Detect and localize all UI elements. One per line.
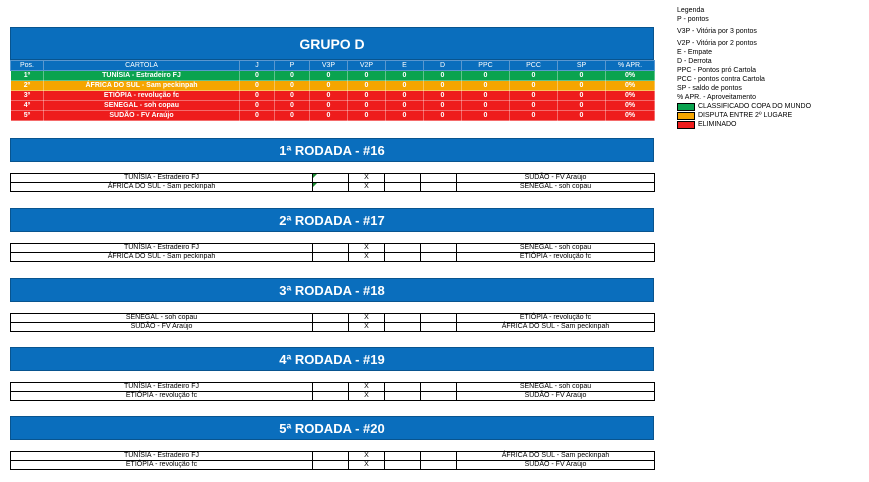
col-p: P <box>275 61 310 71</box>
match-away-team: ETIÓPIA - revolução fc <box>457 314 655 323</box>
standings-cell: 0 <box>348 81 386 91</box>
legend-swatch-label: DISPUTA ENTRE 2º LUGARE <box>698 112 793 119</box>
match-separator: X <box>349 392 385 401</box>
standings-cell: 0 <box>510 101 558 111</box>
standings-cell: 0 <box>510 81 558 91</box>
match-empty-cell <box>421 461 457 470</box>
col-ppc: PPC <box>462 61 510 71</box>
standings-cell: 0 <box>424 101 462 111</box>
match-home-team: TUNÍSIA - Estradeiro FJ <box>11 383 313 392</box>
match-separator: X <box>349 452 385 461</box>
standings-cell: 0 <box>424 71 462 81</box>
away-score-cell[interactable] <box>385 461 421 470</box>
match-away-team: ÁFRICA DO SUL - Sam peckinpah <box>457 323 655 332</box>
standings-cell: TUNÍSIA - Estradeiro FJ <box>44 71 240 81</box>
away-score-cell[interactable] <box>385 314 421 323</box>
standings-cell: 0 <box>310 111 348 121</box>
standings-cell: 0 <box>510 91 558 101</box>
col-apr: % APR. <box>606 61 655 71</box>
standings-cell: 0 <box>310 91 348 101</box>
standings-cell: 0 <box>386 81 424 91</box>
standings-row <box>11 71 655 81</box>
match-home-team: ETIÓPIA - revolução fc <box>11 461 313 470</box>
standings-cell: 0 <box>240 91 275 101</box>
col-sp: SP <box>558 61 606 71</box>
legend-line: P - pontos <box>677 16 709 23</box>
standings-cell: ÁFRICA DO SUL - Sam peckinpah <box>44 81 240 91</box>
standings-cell: 0% <box>606 91 655 101</box>
round-banner: 2ª RODADA - #17 <box>10 208 654 232</box>
standings-cell: 0 <box>348 91 386 101</box>
standings-cell: ETIÓPIA - revolução fc <box>44 91 240 101</box>
match-home-team: SUDÃO - FV Araújo <box>11 323 313 332</box>
match-home-team: TUNÍSIA - Estradeiro FJ <box>11 452 313 461</box>
standings-cell: 5º <box>11 111 44 121</box>
standings-cell: 0 <box>275 101 310 111</box>
round-banner: 5ª RODADA - #20 <box>10 416 654 440</box>
match-separator: X <box>349 323 385 332</box>
standings-cell: 0 <box>240 111 275 121</box>
match-empty-cell <box>421 323 457 332</box>
legend <box>677 6 862 129</box>
legend-line: V3P - Vitória por 3 pontos <box>677 28 757 35</box>
standings-cell: 0 <box>386 91 424 101</box>
home-score-cell[interactable] <box>313 461 349 470</box>
match-empty-cell <box>421 452 457 461</box>
standings-cell: 0 <box>424 111 462 121</box>
match-empty-cell <box>421 253 457 262</box>
match-row <box>11 452 655 461</box>
standings-cell: 0 <box>558 91 606 101</box>
match-row <box>11 323 655 332</box>
away-score-cell[interactable] <box>385 174 421 183</box>
standings-cell: 0 <box>462 111 510 121</box>
away-score-cell[interactable] <box>385 392 421 401</box>
standings-cell: 0 <box>462 81 510 91</box>
standings-cell: 0 <box>386 111 424 121</box>
standings-cell: 0% <box>606 71 655 81</box>
match-home-team: ETIÓPIA - revolução fc <box>11 392 313 401</box>
match-home-team: TUNÍSIA - Estradeiro FJ <box>11 244 313 253</box>
match-separator: X <box>349 461 385 470</box>
legend-swatch-label: CLASSIFICADO COPA DO MUNDO <box>698 103 812 110</box>
col-e: E <box>386 61 424 71</box>
standings-cell: 0 <box>275 81 310 91</box>
away-score-cell[interactable] <box>385 253 421 262</box>
legend-swatch-row <box>677 120 862 129</box>
standings-cell: 0 <box>510 71 558 81</box>
match-empty-cell <box>421 314 457 323</box>
match-away-team: ÁFRICA DO SUL - Sam peckinpah <box>457 452 655 461</box>
standings-cell: SENEGAL - soh copau <box>44 101 240 111</box>
legend-swatch-row <box>677 102 862 111</box>
match-empty-cell <box>421 244 457 253</box>
standings-cell: 0% <box>606 111 655 121</box>
match-empty-cell <box>421 183 457 192</box>
legend-title: Legenda <box>677 7 705 14</box>
match-separator: X <box>349 253 385 262</box>
match-home-team: SENEGAL - soh copau <box>11 314 313 323</box>
match-row <box>11 383 655 392</box>
standings-row <box>11 101 655 111</box>
standings-cell: 0% <box>606 101 655 111</box>
legend-swatch <box>677 112 695 120</box>
col-v2p: V2P <box>348 61 386 71</box>
standings-cell: 0 <box>558 101 606 111</box>
standings-table <box>10 60 655 121</box>
standings-cell: 0 <box>462 101 510 111</box>
home-score-cell[interactable] <box>313 174 349 183</box>
standings-cell: 0 <box>462 71 510 81</box>
home-score-cell[interactable] <box>313 323 349 332</box>
legend-swatch <box>677 103 695 111</box>
round-banner: 3ª RODADA - #18 <box>10 278 654 302</box>
standings-cell: 0 <box>275 111 310 121</box>
match-away-team: SENEGAL - soh copau <box>457 183 655 192</box>
match-separator: X <box>349 183 385 192</box>
standings-cell: 1º <box>11 71 44 81</box>
col-pos: Pos. <box>11 61 44 71</box>
standings-cell: 0% <box>606 81 655 91</box>
standings-cell: 2º <box>11 81 44 91</box>
legend-line: PPC - Pontos pró Cartola <box>677 67 756 74</box>
standings-cell: 0 <box>386 101 424 111</box>
legend-line: D - Derrota <box>677 58 712 65</box>
standings-cell: SUDÃO - FV Araújo <box>44 111 240 121</box>
match-away-team: SENEGAL - soh copau <box>457 383 655 392</box>
standings-cell: 0 <box>558 71 606 81</box>
standings-cell: 0 <box>348 71 386 81</box>
standings-cell: 0 <box>348 111 386 121</box>
standings-cell: 3º <box>11 91 44 101</box>
standings-cell: 0 <box>558 81 606 91</box>
match-away-team: SUDÃO - FV Araújo <box>457 392 655 401</box>
match-separator: X <box>349 174 385 183</box>
home-score-cell[interactable] <box>313 314 349 323</box>
standings-cell: 0 <box>424 91 462 101</box>
standings-cell: 0 <box>424 81 462 91</box>
standings-row <box>11 111 655 121</box>
match-table <box>10 382 655 401</box>
standings-cell: 0 <box>310 71 348 81</box>
standings-row <box>11 91 655 101</box>
col-pcc: PCC <box>510 61 558 71</box>
col-v3p: V3P <box>310 61 348 71</box>
match-away-team: SUDÃO - FV Araújo <box>457 174 655 183</box>
match-empty-cell <box>421 383 457 392</box>
legend-line: V2P - Vitória por 2 pontos <box>677 40 757 47</box>
group-title: GRUPO D <box>10 27 654 60</box>
match-table <box>10 451 655 470</box>
home-score-cell[interactable] <box>313 253 349 262</box>
match-away-team: SENEGAL - soh copau <box>457 244 655 253</box>
home-score-cell[interactable] <box>313 244 349 253</box>
standings-cell: 0 <box>462 91 510 101</box>
away-score-cell[interactable] <box>385 244 421 253</box>
round-banner: 1ª RODADA - #16 <box>10 138 654 162</box>
match-empty-cell <box>421 392 457 401</box>
legend-swatch-row <box>677 111 862 120</box>
standings-row <box>11 81 655 91</box>
match-row <box>11 244 655 253</box>
match-row <box>11 461 655 470</box>
standings-cell: 0 <box>310 101 348 111</box>
col-cartola: CARTOLA <box>44 61 240 71</box>
match-home-team: ÁFRICA DO SUL - Sam peckinpah <box>11 253 313 262</box>
standings-cell: 0 <box>558 111 606 121</box>
standings-cell: 0 <box>275 91 310 101</box>
legend-line: % APR. - Aproveitamento <box>677 94 756 101</box>
home-score-cell[interactable] <box>313 452 349 461</box>
match-row <box>11 183 655 192</box>
match-separator: X <box>349 244 385 253</box>
match-row <box>11 174 655 183</box>
match-home-team: TUNÍSIA - Estradeiro FJ <box>11 174 313 183</box>
home-score-cell[interactable] <box>313 392 349 401</box>
away-score-cell[interactable] <box>385 452 421 461</box>
match-separator: X <box>349 383 385 392</box>
match-row <box>11 392 655 401</box>
standings-cell: 0 <box>510 111 558 121</box>
standings-cell: 0 <box>240 81 275 91</box>
match-table <box>10 313 655 332</box>
match-row <box>11 314 655 323</box>
away-score-cell[interactable] <box>385 183 421 192</box>
match-away-team: ETIÓPIA - revolução fc <box>457 253 655 262</box>
standings-cell: 0 <box>240 71 275 81</box>
legend-swatch-label: ELIMINADO <box>698 121 737 128</box>
home-score-cell[interactable] <box>313 383 349 392</box>
standings-cell: 0 <box>310 81 348 91</box>
match-empty-cell <box>421 174 457 183</box>
standings-cell: 4º <box>11 101 44 111</box>
match-home-team: ÁFRICA DO SUL - Sam peckinpah <box>11 183 313 192</box>
away-score-cell[interactable] <box>385 323 421 332</box>
standings-header-row <box>11 61 655 71</box>
col-j: J <box>240 61 275 71</box>
standings-cell: 0 <box>348 101 386 111</box>
standings-cell: 0 <box>386 71 424 81</box>
match-table <box>10 173 655 192</box>
legend-line: PCC - pontos contra Cartola <box>677 76 765 83</box>
legend-line: SP - saldo de pontos <box>677 85 742 92</box>
home-score-cell[interactable] <box>313 183 349 192</box>
match-separator: X <box>349 314 385 323</box>
col-d: D <box>424 61 462 71</box>
legend-line: E - Empate <box>677 49 713 56</box>
legend-swatch <box>677 121 695 129</box>
standings-cell: 0 <box>275 71 310 81</box>
match-table <box>10 243 655 262</box>
away-score-cell[interactable] <box>385 383 421 392</box>
standings-cell: 0 <box>240 101 275 111</box>
match-row <box>11 253 655 262</box>
match-away-team: SUDÃO - FV Araújo <box>457 461 655 470</box>
round-banner: 4ª RODADA - #19 <box>10 347 654 371</box>
